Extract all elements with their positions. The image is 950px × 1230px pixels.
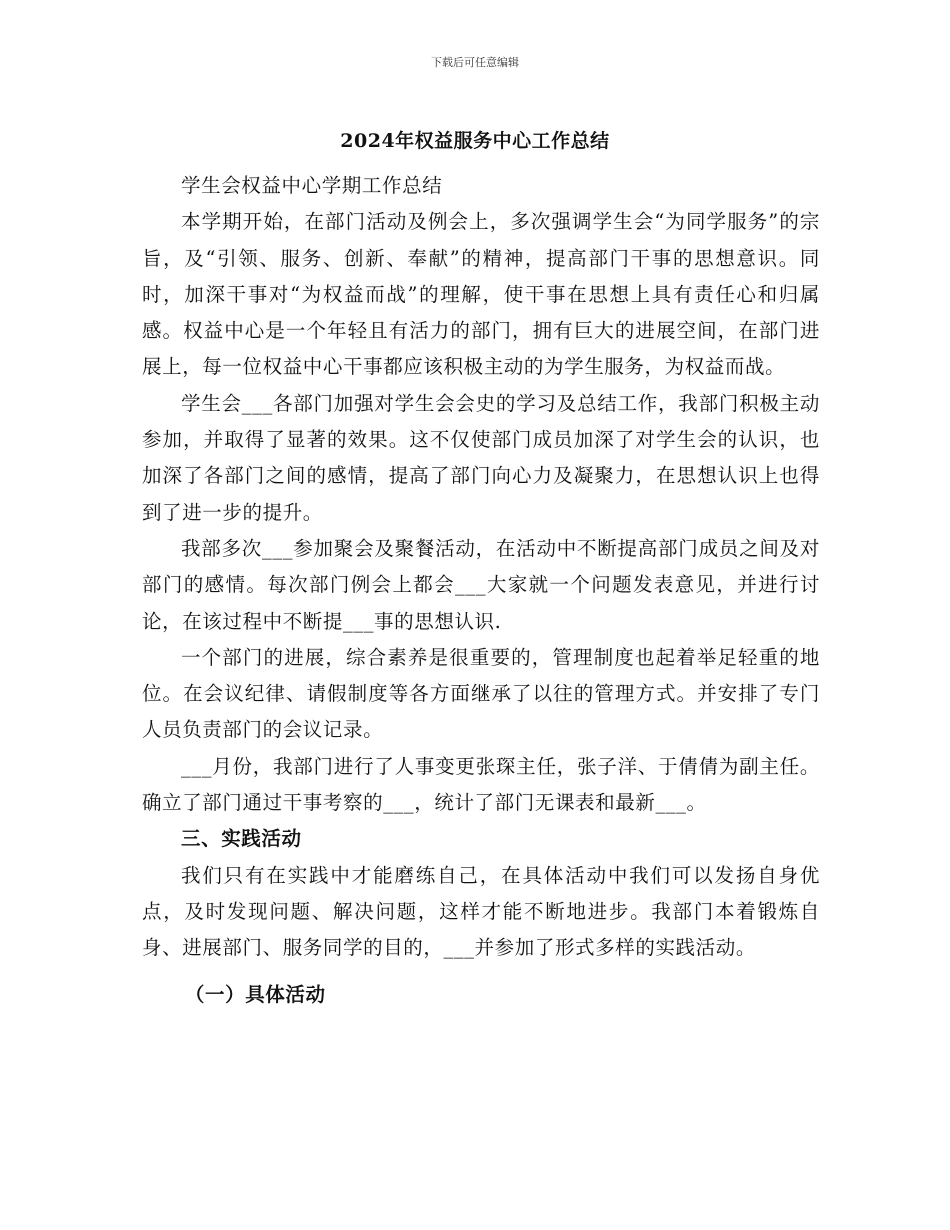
paragraph: ___月份，我部门进行了人事变更张琛主任，张子洋、于倩倩为副主任。确立了部门通过干事考察的___，统计了部门无课表和最新___。 [142,754,820,815]
page-header-note: 下载后可任意编辑 [431,56,519,69]
section-heading-practice: 三、实践活动 [181,827,302,851]
paragraph: 我们只有在实践中才能磨练自己，在具体活动中我们可以发扬自身优点，及时发现问题、解决问题，这样才能不断地进步。我部门本着锻炼自身、进展部门、服务同学的目的，___并参加了形式多样的实践活动。 [142,863,820,960]
paragraph: 我部多次___参加聚会及聚餐活动，在活动中不断提高部门成员之间及对部门的感情。每次部门例会上都会___大家就一个问题发表意见，并进行讨论，在该过程中不断提___事的思想认识. [142,536,820,633]
paragraph: 一个部门的进展，综合素养是很重要的，管理制度也起着举足轻重的地位。在会议纪律、请假制度等各方面继承了以往的管理方式。并安排了专门人员负责部门的会议记录。 [142,645,820,742]
subsection-heading-activities: （一）具体活动 [184,982,326,1006]
document-title: 2024年权益服务中心工作总结 [340,130,610,152]
document-body [142,168,820,1013]
paragraph: 本学期开始，在部门活动及例会上，多次强调学生会“为同学服务”的宗旨，及“引领、服务、创新、奉献”的精神，提高部门干事的思想意识。同时，加深干事对“为权益而战”的理解，使干事在思想上具有责任心和归属感。权益中心是一个年轻且有活力的部门，拥有巨大的进展空间，在部门进展上，每一位权益中心干事都应该积极主动的为学生服务，为权益而战。 [142,210,820,379]
paragraph-subtitle: 学生会权益中心学期工作总结 [181,174,443,197]
paragraph: 学生会___各部门加强对学生会会史的学习及总结工作，我部门积极主动参加，并取得了显著的效果。这不仅使部门成员加深了对学生会的认识，也加深了各部门之间的感情，提高了部门向心力及凝聚力，在思想认识上也得到了进一步的提升。 [142,391,820,524]
